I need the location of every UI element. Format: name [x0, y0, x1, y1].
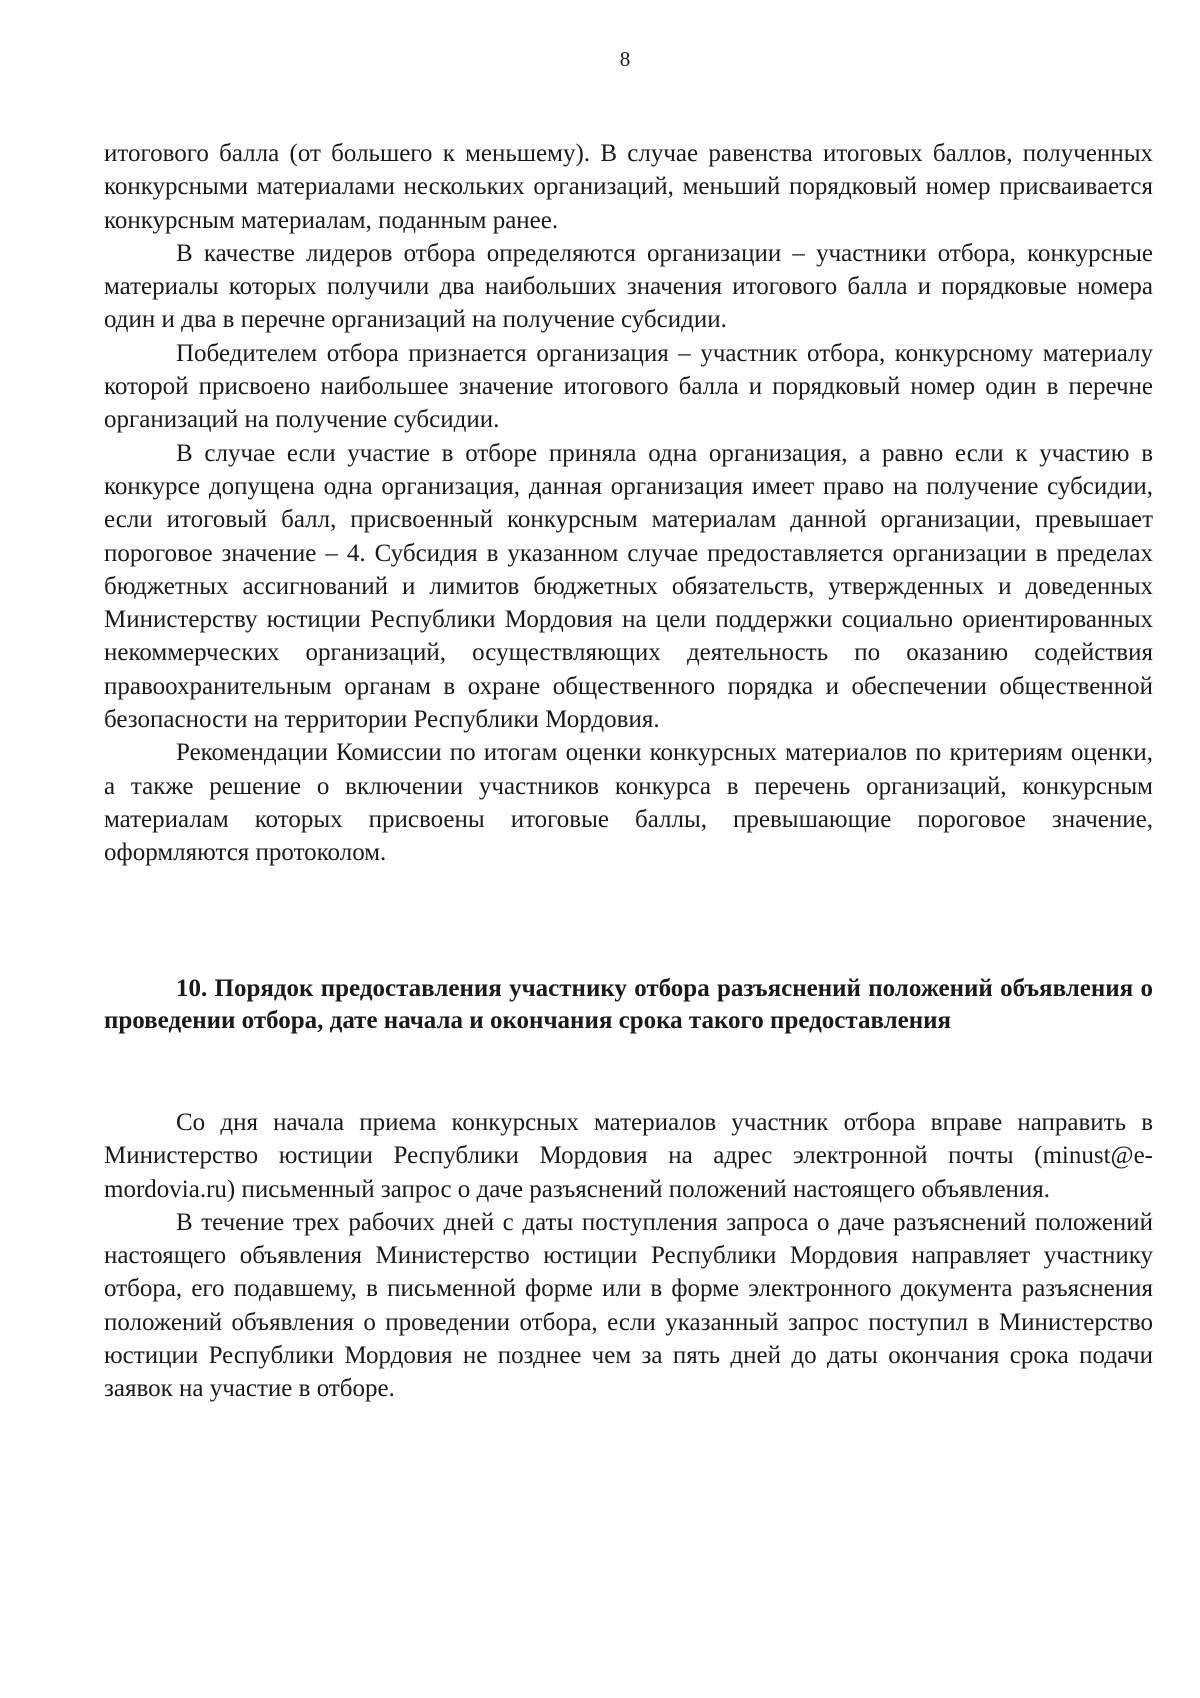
page-number: 8	[619, 47, 631, 71]
body-text-top	[104, 137, 1153, 870]
paragraph-leaders: В качестве лидеров отбора определяются организации – участники отбора, конкурсные материалы которых получили два наибольших значения итогового балла и порядковые номера один и два в перечне организаций на получение субсидии.	[104, 239, 1153, 334]
paragraph-commission-recommendations: Рекомендации Комиссии по итогам оценки конкурсных материалов по критериям оценки, а также решение о включении участников конкурса в перечень организаций, конкурсным материалам которых присвоены итоговые баллы, превышающие пороговое значение, оформляются протоколом.	[104, 739, 1153, 867]
section-heading: 10. Порядок предоставления участнику отбора разъяснений положений объявления о проведении отбора, дате начала и окончания срока такого предоставления	[104, 975, 1153, 1034]
paragraph-winner: Победителем отбора признается организация – участник отбора, конкурсному материалу которой присвоено наибольшее значение итогового балла и порядковый номер один в перечне организаций на получение субсидии.	[104, 339, 1153, 434]
paragraph-continuation: итогового балла (от большего к меньшему). В случае равенства итоговых баллов, полученных конкурсными материалами нескольких организаций, меньший порядковый номер присваивается конкурсным материалам, поданным ранее.	[104, 140, 1153, 234]
paragraph-response-deadline: В течение трех рабочих дней с даты поступления запроса о даче разъяснений положений настоящего объявления Министерство юстиции Республики Мордовия направляет участнику отбора, его подавшему, в письменной форме или в форме электронного документа разъяснения положений объявления о проведении отбора, если указанный запрос поступил в Министерство юстиции Республики Мордовия не позднее чем за пять дней до даты окончания срока подачи заявок на участие в отборе.	[104, 1208, 1153, 1403]
paragraph-single-organization: В случае если участие в отборе приняла одна организация, а равно если к участию в конкурсе допущена одна организация, данная организация имеет право на получение субсидии, если итоговый балл, присвоенный конкурсным материалам данной организации, превышает пороговое значение – 4. Субсидия в указанном случае предоставляется организации в пределах бюджетных ассигнований и лимитов бюджетных обязательств, утвержденных и доведенных Министерству юстиции Республики Мордовия на цели поддержки социально ориентированных некоммерческих организаций, осуществляющих деятельность по оказанию содействия правоохранительным органам в охране общественного порядка и обеспечении общественной безопасности на территории Республики Мордовия.	[104, 439, 1153, 734]
body-text-bottom	[104, 1106, 1153, 1406]
paragraph-request-clarification: Со дня начала приема конкурсных материалов участник отбора вправе направить в Министерство юстиции Республики Мордовия на адрес электронной почты (minust@e-mordovia.ru) письменный запрос о даче разъяснений положений настоящего объявления.	[104, 1109, 1153, 1203]
